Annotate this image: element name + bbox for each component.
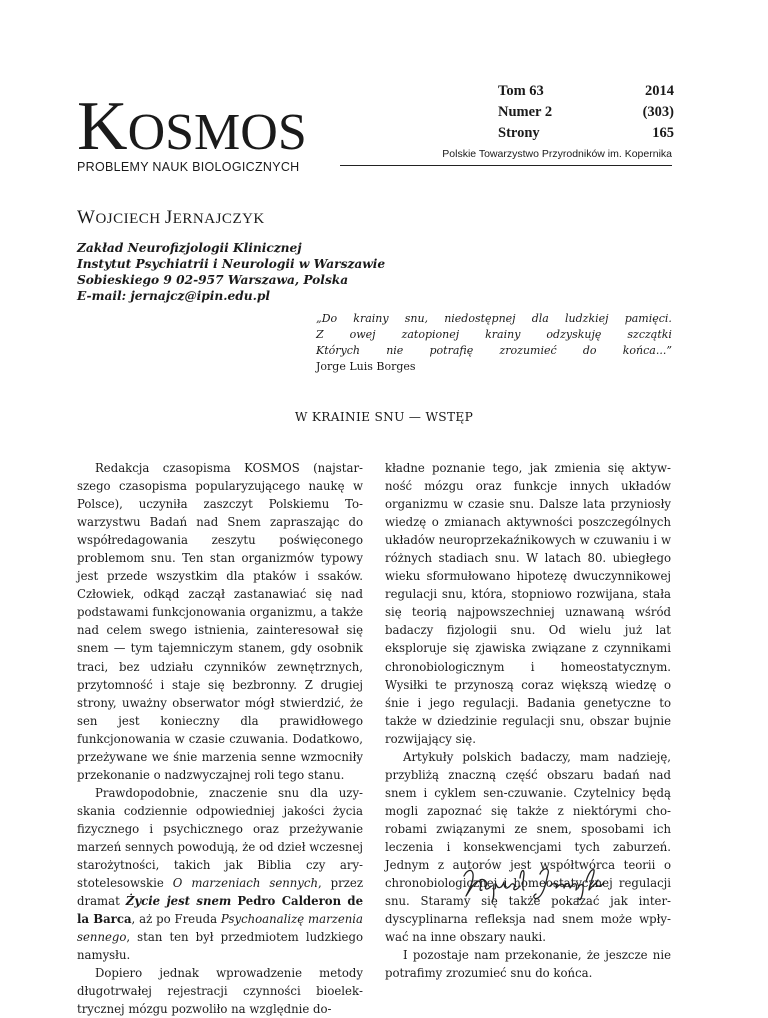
author-last-initial: J — [164, 207, 173, 228]
paragraph — [77, 784, 363, 964]
italic-bold-title: Życie jest snem — [125, 894, 232, 909]
header-rule — [340, 165, 672, 166]
epigraph-line — [316, 311, 672, 327]
epigraph-word: snu, — [404, 312, 429, 325]
epigraph-word: krainy — [353, 312, 389, 325]
italic-title: Psychoanalizę marzenia sennego — [77, 912, 363, 945]
body-column-left — [77, 459, 363, 1018]
epigraph-word: zrozumieć — [499, 344, 557, 357]
affiliation-line: Instytut Psychiatrii i Neurologii w Warszawie — [77, 257, 386, 271]
text-run: , stan ten był przedmiotem ludzkiego namysłu. — [77, 930, 363, 963]
meta-row-number — [498, 102, 674, 123]
author-name — [77, 207, 265, 229]
epigraph-word: do — [582, 344, 597, 357]
text-run: , aż po Freuda — [131, 912, 221, 927]
epigraph-word: końca...” — [622, 344, 672, 357]
epigraph-word: Z — [316, 328, 324, 341]
epigraph-word: dla — [531, 312, 549, 325]
epigraph-word: niedostępnej — [444, 312, 516, 325]
epigraph-word: potrafię — [429, 344, 474, 357]
epigraph-word: odzyskuję — [546, 328, 602, 341]
paragraph: Dopiero jednak wprowadzenie metody długotrwałej rejestracji czynności bioelektrycznej mózgu pozwoliło na względnie do- — [77, 966, 363, 1017]
epigraph-word: ludzkiej — [565, 312, 609, 325]
epigraph-word: szczątki — [627, 328, 672, 341]
paragraph: kładne poznanie tego, jak zmienia się aktywność mózgu oraz funkcje innych układów organizmu w czasie snu. Dalsze lata przyniosły wiedzę o zmianach aktywności poszczególnych układów neuroprzekaźnikowych w czuwaniu i w różnych stadiach snu. W latach 80. ubiegłego wieku sformułowano hipotezę dwuczynnikowej regulacji snu, która, stopniowo rozwijana, stała się teorią najpowszechniej uznawaną wśród badaczy fizjologii snu. Od wielu już lat eksploruje się zjawiska związane z czynnikami chronobiologicznym i homeostatycznym. Wysiłki te przynoszą coraz większą wiedzę o śnie i jego regulacji. Badania genetyczne to także w dziedzinie regulacji snu, obszar bujnie rozwijający się. — [385, 461, 671, 746]
meta-value: 2014 — [645, 83, 674, 99]
paragraph: Redakcja czasopisma KOSMOS (najstarszego czasopisma popularyzującego naukę w Polsce), uczyniła zaszczyt Polskiemu Towarzystwu Badań nad Snem zapraszając do współredagowania zeszytu poświęconego problemom snu. Ten stan organizmów typowy jest przede wszystkim dla ptaków i ssaków. Człowiek, odkąd zaczął zastanawiać się nad podstawami funkcjonowania organizmu, a także nad celem swego istnienia, zainteresował się snem — tym tajemniczym stanem, gdy osobnik traci, bez udziału czynników zewnętrznych, przytomność i staje się bezbronny. Z drugiej strony, uważny obserwator mógł stwierdzić, że sen jest konieczny dla prawidłowego funkcjonowania w czasie czuwania. Dodatkowo, przeżywane we śnie marzenia senne wzmocniły przekonanie o nadzwyczajnej roli tego stanu. — [77, 461, 363, 782]
epigraph-source: Jorge Luis Borges — [316, 360, 416, 373]
bold-name: Pedro Calderon de la Barca — [77, 894, 364, 927]
epigraph-line — [316, 327, 672, 343]
epigraph-word: Których — [316, 344, 360, 357]
society-name: Polskie Towarzystwo Przyrodników im. Kopernika — [442, 148, 672, 160]
epigraph-word: nie — [386, 344, 404, 357]
author-affiliation — [77, 240, 477, 304]
journal-subtitle: PROBLEMY NAUK BIOLOGICZNYCH — [77, 160, 300, 174]
meta-row-pages — [498, 123, 674, 144]
author-first-initial: W — [77, 207, 96, 228]
meta-value: 165 — [652, 125, 674, 141]
epigraph-word: pamięci. — [624, 312, 672, 325]
affiliation-line: Sobieskiego 9 02-957 Warszawa, Polska — [77, 273, 349, 287]
meta-label: Tom 63 — [498, 83, 544, 99]
logo-wordmark: KOSMOS — [77, 88, 307, 165]
text-run: , przez dramat — [77, 876, 363, 909]
handwritten-signature — [458, 860, 608, 905]
italic-title: O marzeniach sennych — [172, 876, 318, 891]
author-last-rest: ERNAJCZYK — [172, 211, 265, 227]
issue-meta — [498, 81, 674, 144]
meta-label: Strony — [498, 125, 540, 141]
epigraph-line — [316, 343, 672, 359]
affiliation-line: Zakład Neurofizjologii Klinicznej — [77, 241, 302, 255]
affiliation-email: E-mail: jernajcz@ipin.edu.pl — [77, 289, 271, 303]
text-run: Prawdopodobnie, znaczenie snu dla uzyskania codziennie odpowiedniej jakości życia fizycznego i psychicznego oraz przeżywanie marzeń sennych powodują, że od dzieł wczesnej starożytności, takich jak Biblia czy arystotelesowskie — [77, 785, 363, 891]
meta-row-volume — [498, 81, 674, 102]
meta-value: (303) — [642, 104, 674, 120]
section-title: W KRAINIE SNU — WSTĘP — [294, 410, 474, 424]
epigraph-word: zatopionej — [401, 328, 460, 341]
journal-logo — [77, 88, 367, 174]
meta-label: Numer 2 — [498, 104, 553, 120]
epigraph-word: owej — [349, 328, 376, 341]
epigraph — [316, 311, 672, 375]
epigraph-word: krainy — [485, 328, 521, 341]
epigraph-word: „Do — [316, 312, 338, 325]
paragraph: I pozostaje nam przekonanie, że jeszcze nie potrafimy zrozumieć snu do końca. — [385, 948, 671, 981]
paragraph: Artykuły polskich badaczy, mam nadzieję, przybliżą znaczną część obszaru badań nad snem i cyklem sen-czuwanie. Czytelnicy będą mogli zapoznać się także z niektórymi chorobami związanymi ze snem, sposobami ich leczenia i konsekwencjami tych zaburzeń. Jednym z autorów jest współtwórca teorii o chronobiologicznej i homeostatycznej regulacji snu. Staramy się także pokazać jak interdyscyplinarna refleksja nad snem może wpływać na inne obszary nauki. — [385, 749, 671, 945]
author-first-rest: OJCIECH — [95, 211, 161, 227]
